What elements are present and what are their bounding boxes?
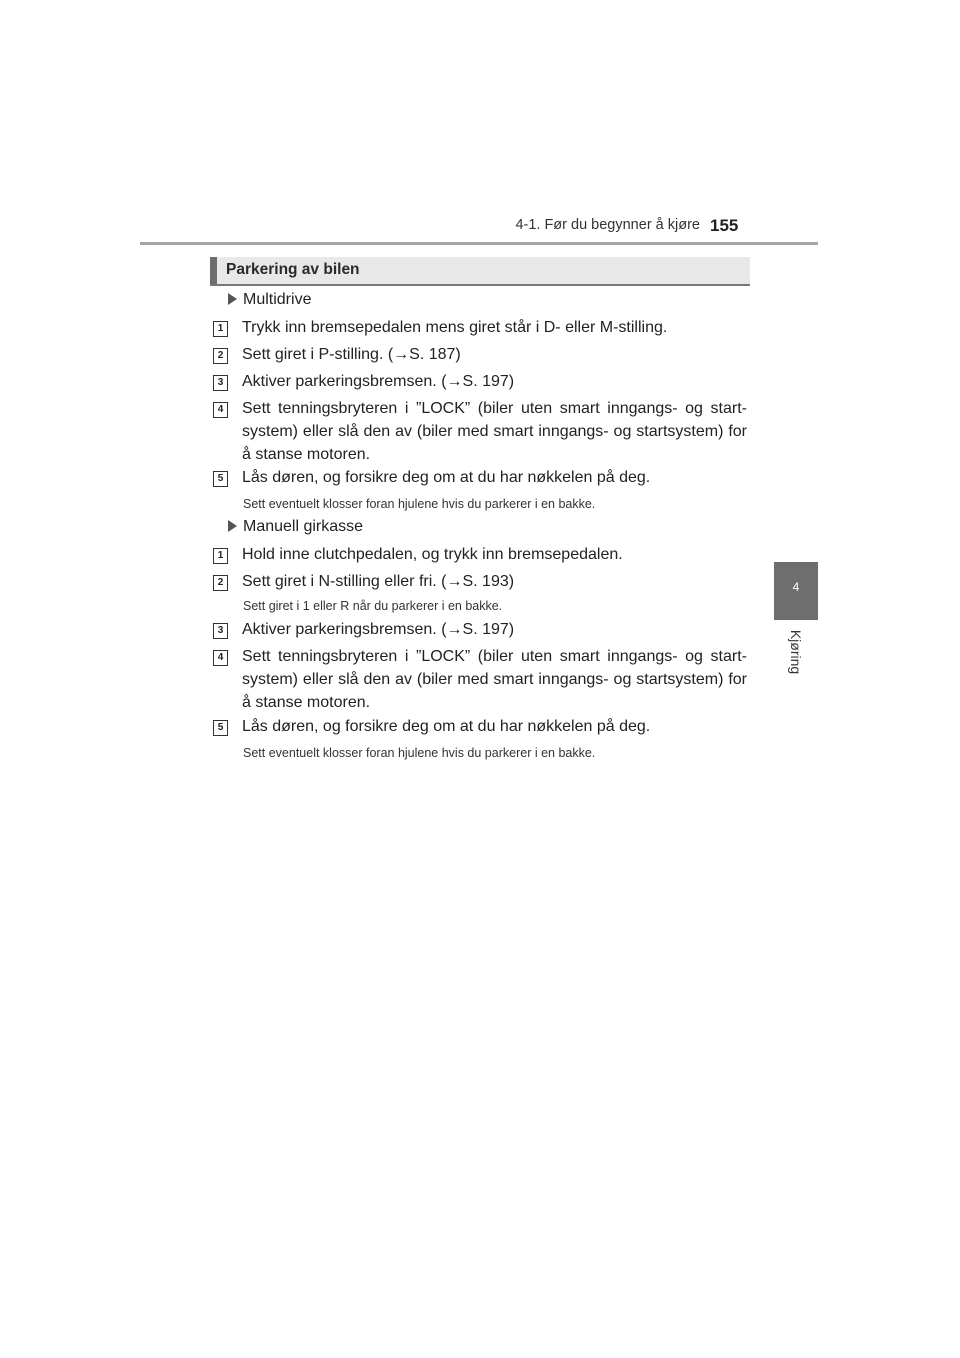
section-title-bar [210, 257, 217, 284]
step-number: 5 [213, 471, 228, 487]
step-text: Sett giret i N-stilling eller fri. (→S. 193) [242, 573, 515, 590]
step-text: Aktiver parkeringsbremsen. (→S. 197) [242, 373, 515, 390]
section-title-text: Parkering av bilen [226, 261, 360, 278]
note-text: Sett eventuelt klosser foran hjulene hvis du parkerer i en bakke. [243, 497, 596, 511]
step-number: 5 [213, 720, 228, 736]
step-number: 4 [213, 650, 228, 666]
triangle-icon [228, 293, 237, 305]
step-text: Sett giret i P-stilling. (→S. 187) [242, 346, 461, 363]
step-number: 1 [213, 548, 228, 564]
step-number: 3 [213, 623, 228, 639]
step-number: 2 [213, 575, 228, 591]
step-number: 3 [213, 375, 228, 391]
note-text: Sett giret i 1 eller R når du parkerer i en bakke. [243, 599, 503, 613]
step-text: Aktiver parkeringsbremsen. (→S. 197) [242, 621, 515, 638]
step-number: 2 [213, 348, 228, 364]
chapter-number: 4 [792, 580, 800, 594]
step-number: 1 [213, 321, 228, 337]
step-text: Sett tenningsbryteren i ”LOCK” (biler uten smart inngangs- og start-system) eller slå den av (biler med smart inngangs- og startsystem) for å stanse motoren. [242, 648, 747, 711]
step-number: 4 [213, 402, 228, 418]
subsection-multidrive [228, 291, 311, 309]
header-rule [140, 242, 818, 245]
chapter-label: Kjøring [788, 629, 804, 675]
step-text: Hold inne clutchpedalen, og trykk inn bremsepedalen. [242, 546, 623, 563]
step-text: Trykk inn bremsepedalen mens giret står i D- eller M-stilling. [242, 319, 668, 336]
section-title [210, 257, 750, 286]
page-number: 155 [710, 216, 739, 235]
subsection-manual [228, 518, 363, 536]
triangle-icon [228, 520, 237, 532]
step-text: Lås døren, og forsikre deg om at du har nøkkelen på deg. [242, 469, 651, 486]
subsection-title: Manuell girkasse [243, 518, 364, 535]
page-header-section: 4-1. Før du begynner å kjøre [515, 217, 700, 233]
step-text: Sett tenningsbryteren i ”LOCK” (biler uten smart inngangs- og start-system) eller slå den av (biler med smart inngangs- og startsystem) for å stanse motoren. [242, 400, 747, 463]
note-text: Sett eventuelt klosser foran hjulene hvis du parkerer i en bakke. [243, 746, 596, 760]
subsection-title: Multidrive [243, 291, 312, 308]
step-text: Lås døren, og forsikre deg om at du har nøkkelen på deg. [242, 718, 651, 735]
